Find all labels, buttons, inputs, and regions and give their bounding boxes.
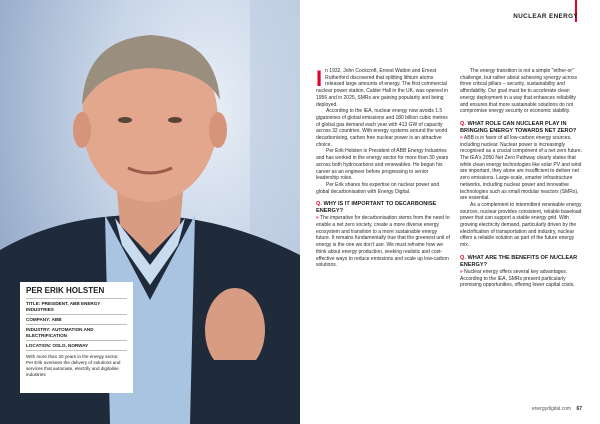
- profile-location-label: LOCATION:: [26, 342, 52, 348]
- answer-text: ABB is in favor of all low-carbon energy sources, including nuclear. Nuclear power is increasingly recognised as a crucial component of a net zero future. The IEA's 2050 Net Zero Pathway clearly states that while clean energy technologies like solar PV and wind are important, they alone are insufficient to deliver net zero emissions. Large-scale, smarter infrastructure networks, including nuclear power and innovative technologies such as small modular reactors (SMRs), are essential.: [460, 134, 583, 202]
- profile-location-value: OSLO, NORWAY: [52, 342, 89, 348]
- answer-text: The imperative for decarbonisation stems from the need to enable a net zero society, create a more diverse energy ecosystem and transition to a more sustainable energy future. It remains fundamentally true that the greenest unit of energy is the one we don't use. We must reframe how we think about energy production, seeking realistic and cost-effective ways to reduce emissions and scale up low-carbon solutions.: [316, 215, 450, 269]
- profile-name: PER ERIK HOLSTEN: [26, 286, 105, 295]
- profile-title-row: [26, 298, 127, 314]
- profile-location-row: [26, 340, 127, 350]
- profile-company-value: ABB: [51, 316, 62, 322]
- answer-text: Nuclear energy offers several key advantages. According to the IEA, SMRs present particularly promising opportunities, offering lower capital costs,: [460, 268, 575, 289]
- paragraph: Per Erik Holsten is President of ABB Energy Industries and has worked in the energy sector for more than 30 years across both hydrocarbons and renewables. He began his career as an engineer before progressing to senior leadership roles.: [316, 148, 449, 182]
- answer-arrow-icon: »: [460, 134, 463, 141]
- profile-title-value: PRESIDENT, ABB ENERGY INDUSTRIES: [26, 300, 101, 312]
- answer-arrow-icon: »: [316, 215, 319, 222]
- profile-about: With more than 30 years in the energy sector, Per Erik oversees the delivery of solutions and services that automate, electrify and digitalise industries: [26, 350, 127, 378]
- paragraph: According to the IEA, nuclear energy now avoids 1.5 gigatonnes of global emissions and 180 billion cubic metres of global gas demand each year with 413 GW of capacity across 32 countries. With energy systems around the world decarbonising, carbon free nuclear power is an attractive choice.: [316, 108, 448, 148]
- question-label: Q.: [460, 120, 466, 127]
- page-footer: [532, 406, 582, 412]
- paragraph: The energy transition is not a simple "either-or" challenge, but rather about achieving synergy across three critical pillars – security, sustainability and affordability. Our goal must be to accelerate clean energy deployment in a way that enhances reliability and ensures that more sustainable solutions do not compromise energy security or economic stability.: [460, 68, 578, 115]
- footer-site-link[interactable]: energydigital.com: [531, 406, 572, 412]
- answer-arrow-icon: »: [460, 268, 463, 275]
- intro-paragraph: [316, 68, 452, 108]
- intro-text: n 1932, John Cockcroft, Ernest Walton and Ernest Rutherford discovered that splitting lithium atoms released large amounts of energy. The first commercial nuclear power station, Calder Hall in the UK, was opened in 1956 and in 2025, SMRs are gaining popularity and being deployed.: [316, 68, 449, 108]
- question-heading: [460, 121, 582, 135]
- question-heading: [316, 201, 452, 215]
- question-label: Q.: [460, 254, 466, 261]
- paragraph: Per Erik shares his expertise on nuclear power and global decarbonisation with Energy Digital.: [316, 181, 440, 195]
- profile-company-row: [26, 314, 127, 324]
- drop-cap: I: [316, 66, 323, 91]
- article-column-1: [316, 68, 452, 269]
- profile-industry-label: INDUSTRY:: [26, 326, 51, 332]
- profile-industry-row: [26, 324, 127, 340]
- question-text: WHY IS IT IMPORTANT TO DECARBONISE ENERGY?: [316, 201, 437, 215]
- profile-company-label: COMPANY:: [26, 316, 51, 322]
- question-label: Q.: [316, 201, 322, 208]
- answer-paragraph: [316, 215, 452, 269]
- profile-industry-value: AUTOMATION AND ELECTRIFICATION: [26, 326, 94, 338]
- section-title: NUCLEAR ENERGY: [513, 13, 578, 20]
- article-column-2: [460, 68, 582, 289]
- answer-paragraph: [460, 135, 582, 202]
- page-number: 67: [576, 406, 582, 412]
- answer-paragraph: [460, 269, 582, 289]
- profile-title-label: TITLE:: [26, 300, 41, 306]
- question-heading: [460, 255, 582, 269]
- paragraph: As a complement to intermittent renewable energy sources, nuclear provides consistent, reliable baseload power that can support a stable energy grid. With growing electricity demand, particularly driven by the electrification of transportation and industry, nuclear offers a reliable solution as part of the future energy mix.: [460, 201, 582, 249]
- question-text: WHAT ROLE CAN NUCLEAR PLAY IN BRINGING ENERGY TOWARDS NET ZERO?: [460, 120, 577, 134]
- profile-card: [20, 282, 133, 393]
- question-text: WHAT ARE THE BENEFITS OF NUCLEAR ENERGY?: [460, 254, 578, 268]
